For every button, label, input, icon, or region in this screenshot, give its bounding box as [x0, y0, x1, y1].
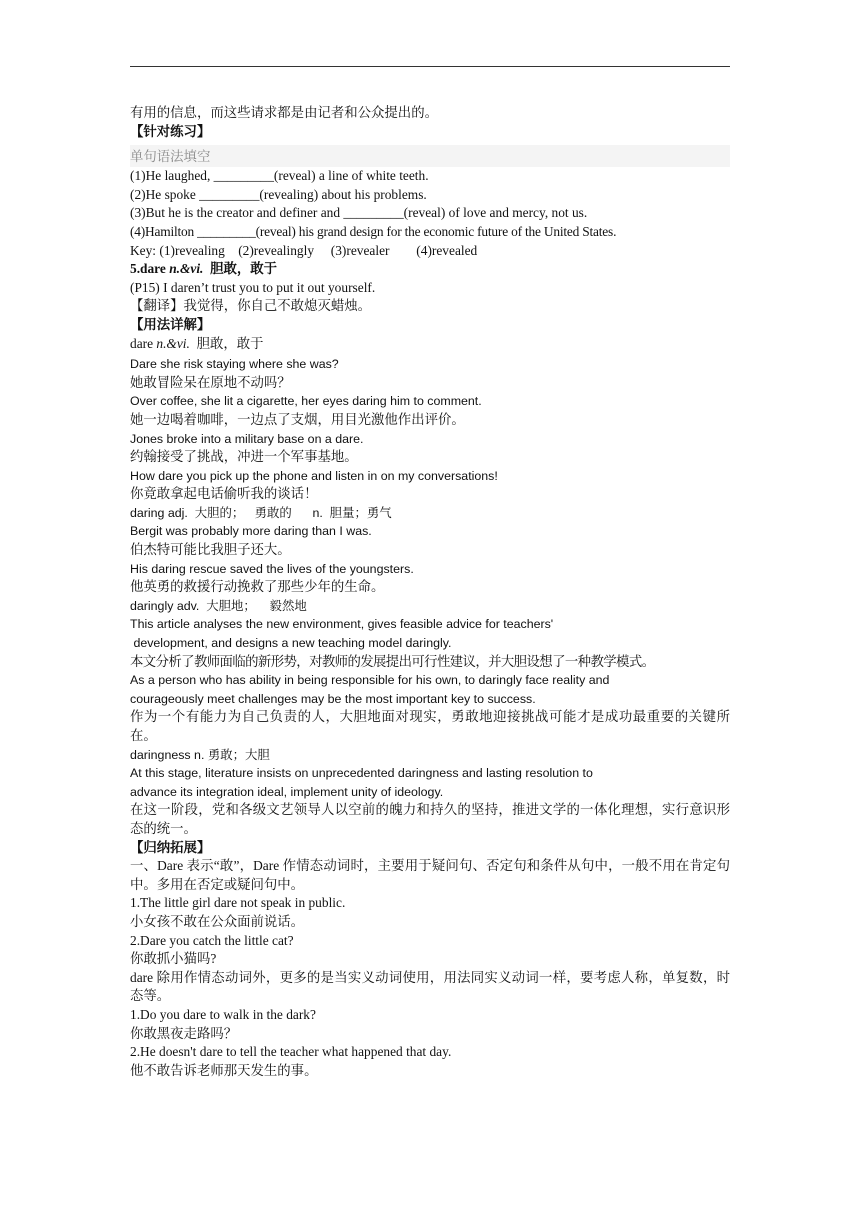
example-zh: 本文分析了教师面临的新形势，对教师的发展提出可行性建议，并大胆设想了一种教学模式。: [130, 653, 655, 669]
answer-key: Key: (1)revealing (2)revealingly (3)revealer (4)revealed: [130, 242, 478, 258]
document-body: [130, 104, 730, 1080]
example-zh: 他不敢告诉老师那天发生的事。: [130, 1062, 318, 1078]
text-line: 有用的信息，而这些请求都是由记者和公众提出的。: [130, 105, 438, 120]
header-rule: [130, 66, 730, 67]
example-zh: 小女孩不敢在公众面前说话。: [130, 913, 305, 929]
example-en: His daring rescue saved the lives of the youngsters.: [130, 561, 414, 576]
example-en: This article analyses the new environment, gives feasible advice for teachers': [130, 617, 554, 632]
section-heading: 【用法详解】: [130, 316, 211, 332]
entry-pos: n.&vi.: [156, 335, 190, 351]
example-zh: 他英勇的救援行动挽救了那些少年的生命。: [130, 579, 385, 595]
example-en: Dare she risk staying where she was?: [130, 357, 339, 372]
section-heading: 【归纳拓展】: [130, 839, 211, 855]
example-zh: 你敢黑夜走路吗？: [130, 1025, 238, 1041]
exercise-item: (2)He spoke _________(revealing) about his problems.: [130, 186, 427, 202]
example-zh: 作为一个有能力为自己负责的人，大胆地面对现实，勇敢地迎接挑战可能才是成功最重要的关键所在。: [130, 709, 730, 743]
example-en: advance its integration ideal, implement unity of ideology.: [130, 784, 444, 799]
exercise-item: (4)Hamilton _________(reveal) his grand design for the economic future of the United States.: [130, 223, 617, 239]
example-en: development, and designs a new teaching model daringly.: [130, 636, 452, 651]
example-zh: 你敢抓小猫吗?: [130, 951, 217, 967]
entry-meaning: 胆敢，敢于: [203, 261, 278, 277]
example-zh: 在这一阶段，党和各级文艺领导人以空前的魄力和持久的坚持，推进文学的一体化理想，实行意识形态的统一。: [130, 802, 730, 836]
exercise-band: 单句语法填空: [130, 145, 730, 167]
example-zh: 她一边喝着咖啡，一边点了支烟，用目光激他作出评价。: [130, 411, 465, 427]
example-en: At this stage, literature insists on unprecedented daringness and lasting resolution to: [130, 766, 593, 781]
text-line: 【翻译】我觉得，你自己不敢熄灭蜡烛。: [130, 298, 372, 314]
exercise-item: (3)But he is the creator and definer and _________(reveal) of love and mercy, not us.: [130, 205, 588, 221]
example-en: 2.He doesn't dare to tell the teacher what happened that day.: [130, 1044, 452, 1060]
entry-word: dare: [130, 335, 157, 351]
word-form: daringness n. 勇敢；大胆: [130, 747, 270, 762]
example-zh: 她敢冒险呆在原地不动吗？: [130, 374, 291, 390]
entry-meaning: 胆敢，敢于: [189, 335, 264, 351]
entry-word: 5.dare: [130, 261, 170, 277]
usage-entry: [130, 335, 730, 354]
exercise-item: (1)He laughed, _________(reveal) a line of white teeth.: [130, 168, 429, 184]
example-en: Bergit was probably more daring than I was.: [130, 524, 372, 539]
example-en: Over coffee, she lit a cigarette, her eyes daring him to comment.: [130, 394, 482, 409]
example-en: 2.Dare you catch the little cat?: [130, 932, 294, 948]
paragraph: 一、Dare 表示“敢”，Dare 作情态动词时，主要用于疑问句、否定句和条件从句中，一般不用在肯定句中。多用在否定或疑问句中。: [130, 858, 730, 892]
example-zh: 约翰接受了挑战，冲进一个军事基地。: [130, 449, 358, 465]
paragraph: dare 除用作情态动词外，更多的是当实义动词使用，用法同实义动词一样，要考虑人称，单复数，时态等。: [130, 969, 730, 1004]
example-en: Jones broke into a military base on a dare.: [130, 431, 364, 446]
text-line: (P15) I daren’t trust you to put it out yourself.: [130, 279, 376, 295]
word-form: daringly adv. 大胆地； 毅然地: [130, 598, 307, 613]
example-en: How dare you pick up the phone and listen in on my conversations!: [130, 468, 498, 483]
example-zh: 伯杰特可能比我胆子还大。: [130, 542, 291, 558]
word-form: daring adj. 大胆的； 勇敢的 n. 胆量；勇气: [130, 505, 392, 520]
entry-pos: n.&vi.: [169, 261, 204, 277]
example-en: 1.The little girl dare not speak in public.: [130, 895, 346, 911]
section-heading: 【针对练习】: [130, 123, 211, 139]
example-en: 1.Do you dare to walk in the dark?: [130, 1006, 316, 1022]
example-zh: 你竟敢拿起电话偷听我的谈话！: [130, 486, 318, 502]
entry-heading: [130, 260, 730, 279]
example-en: As a person who has ability in being responsible for his own, to daringly face reality and: [130, 673, 610, 688]
example-en: courageously meet challenges may be the most important key to success.: [130, 691, 536, 706]
